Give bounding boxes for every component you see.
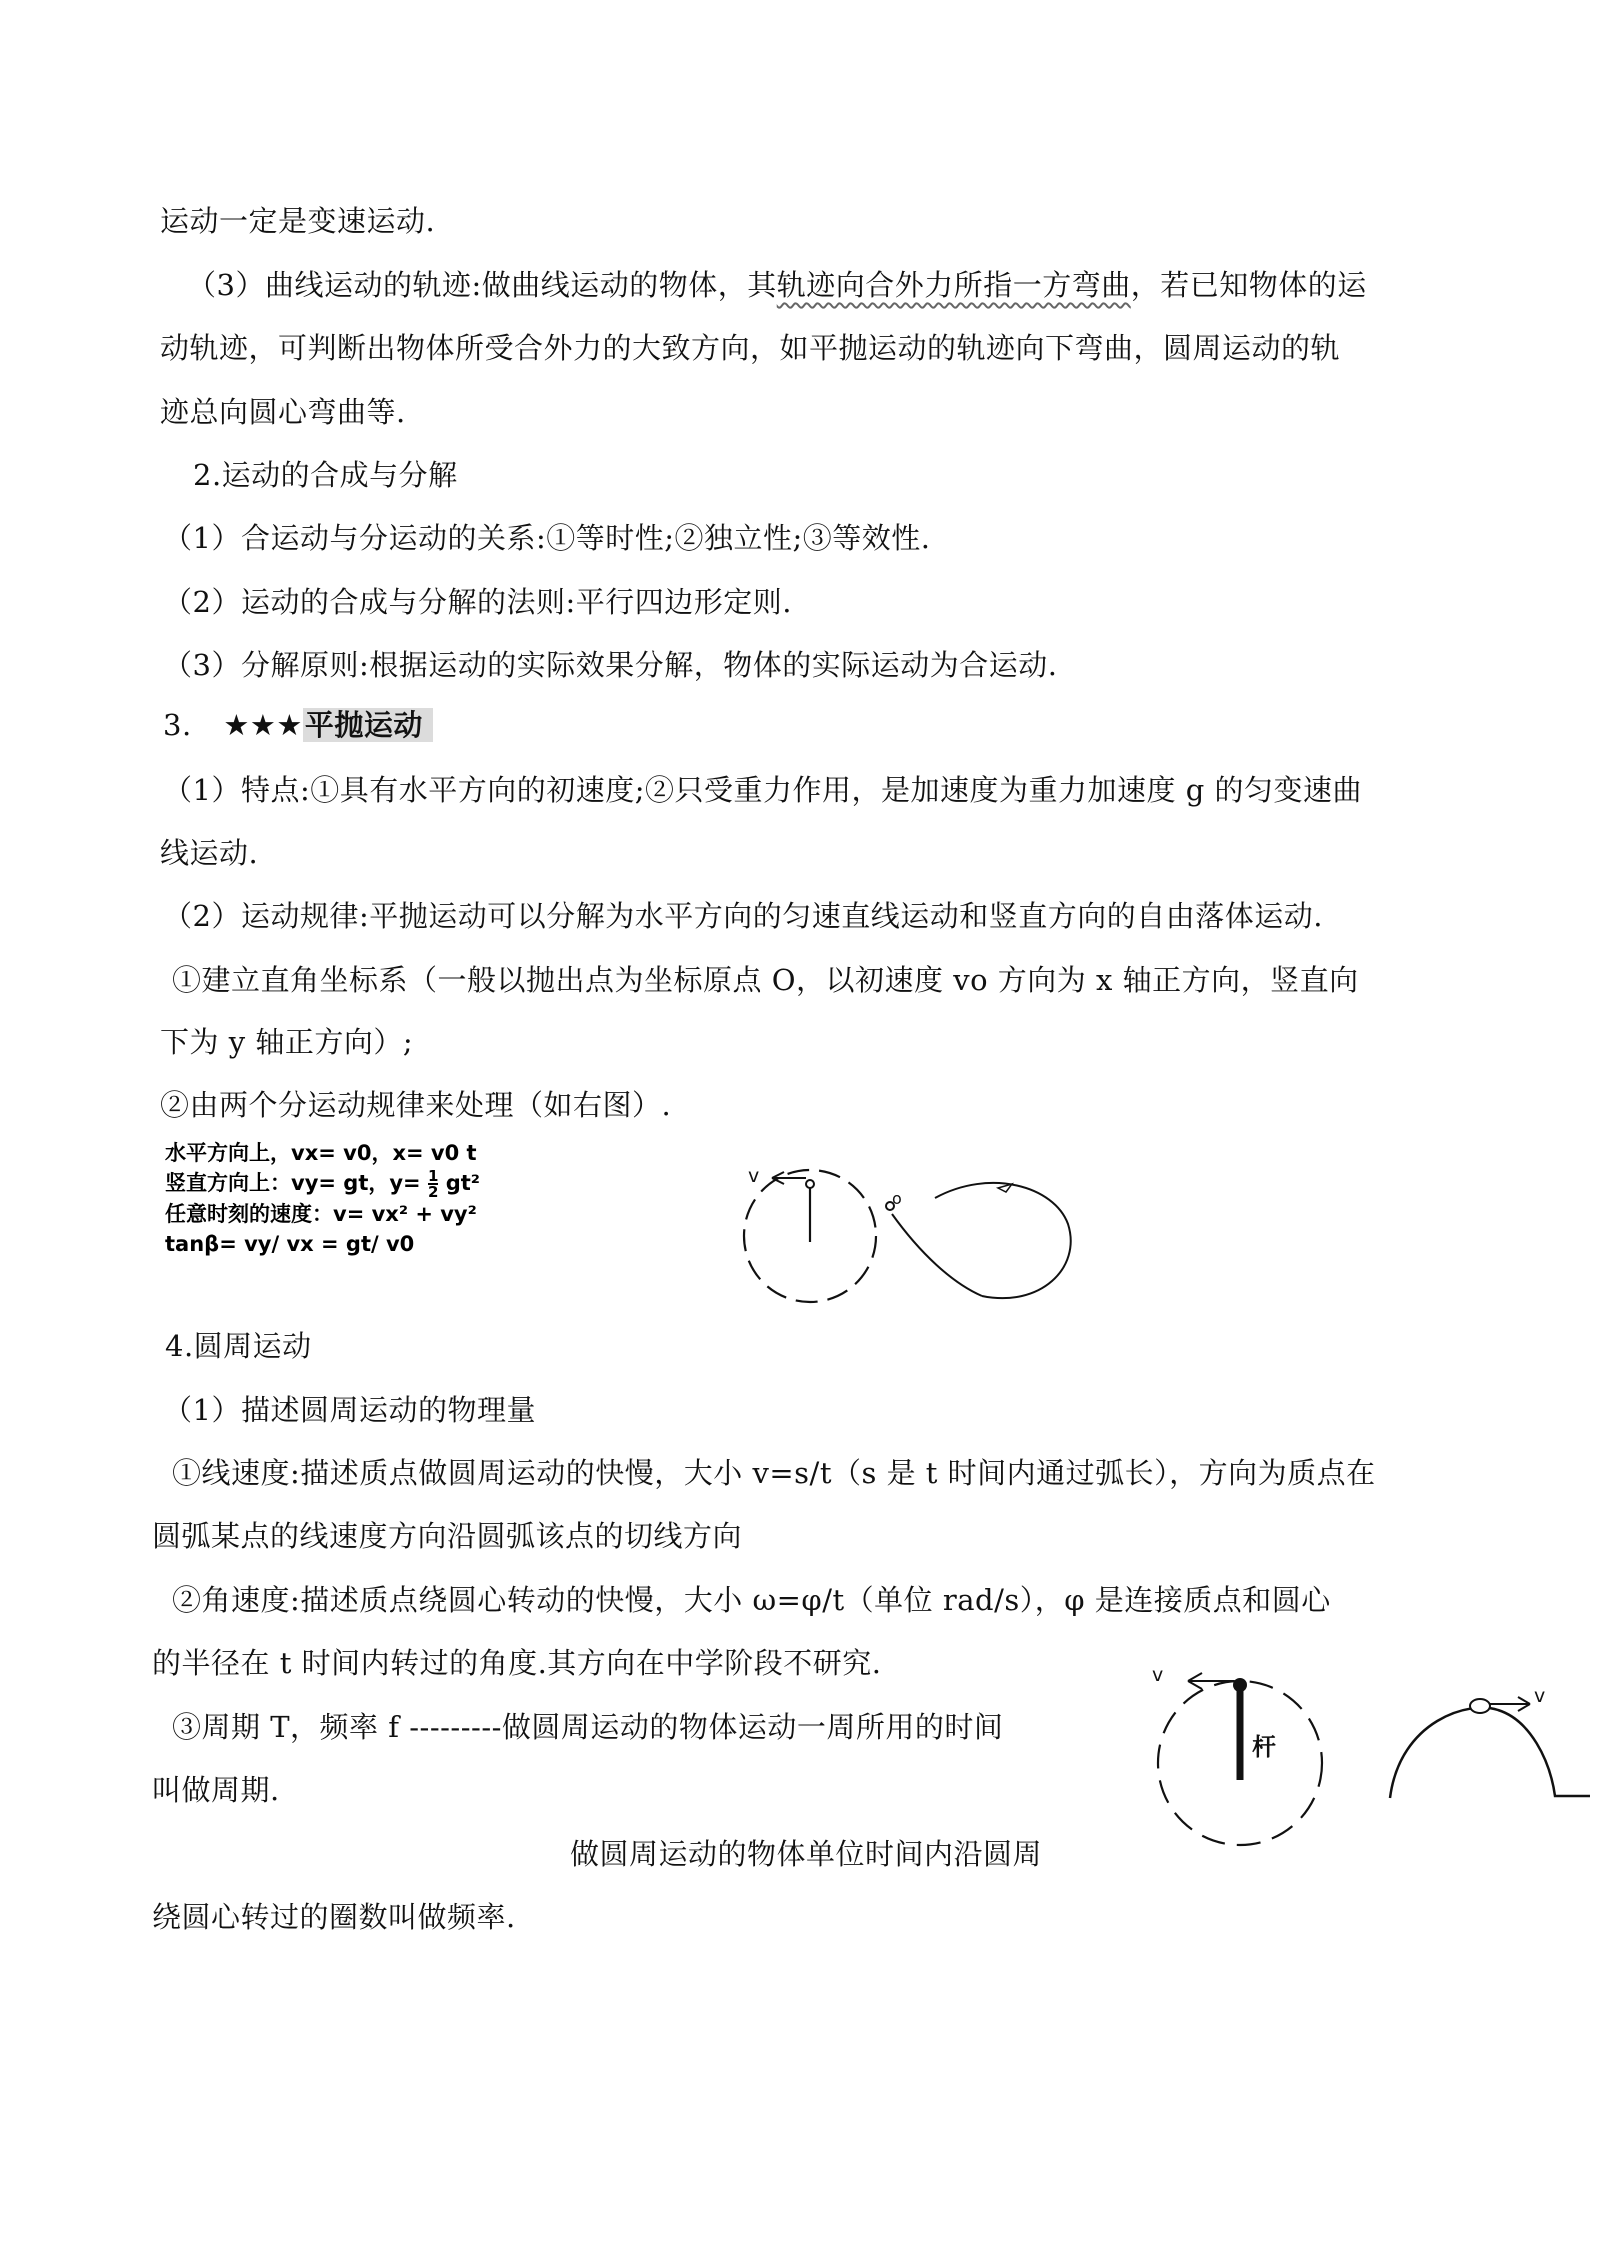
formula-text: gt² <box>438 1171 480 1195</box>
section-number: 3. <box>163 708 192 742</box>
text-line: 的半径在 t 时间内转过的角度.其方向在中学阶段不研究. <box>152 1646 882 1680</box>
formula-horizontal: 水平方向上，vx= v0，x= v0 t <box>165 1141 477 1165</box>
text-line: 圆弧某点的线速度方向沿圆弧该点的切线方向 <box>152 1519 743 1553</box>
text-line: 迹总向圆心弯曲等. <box>160 395 406 429</box>
formula-vertical <box>165 1168 595 1199</box>
text-line <box>187 265 1367 305</box>
text-line: 绕圆心转过的圈数叫做频率. <box>152 1900 516 1934</box>
text-span: （3）曲线运动的轨迹:做曲线运动的物体，其 <box>187 268 777 302</box>
section-heading <box>163 705 433 745</box>
formula-speed: 任意时刻的速度：v= vx² + vy² <box>165 1202 477 1226</box>
text-line: 下为 y 轴正方向）; <box>160 1025 414 1059</box>
text-line: （1）描述圆周运动的物理量 <box>163 1393 536 1427</box>
text-line: ②角速度:描述质点绕圆心转动的快慢，大小 ω=φ/t（单位 rad/s），φ 是连接质点和圆心 <box>172 1583 1331 1617</box>
arch-figure <box>1380 1670 1598 1810</box>
rod-circle-figure <box>1148 1655 1348 1860</box>
text-line: 叫做周期. <box>152 1773 280 1807</box>
section-heading: 2.运动的合成与分解 <box>193 458 458 492</box>
fraction-numerator: 1 <box>427 1167 439 1185</box>
emphasis-wavy: 轨迹向合外力所指一方弯曲 <box>776 268 1131 302</box>
text-span: ，若已知物体的运 <box>1130 268 1367 302</box>
text-line: 做圆周运动的物体单位时间内沿圆周 <box>570 1837 1043 1871</box>
text-line: 线运动. <box>160 836 259 870</box>
section-heading: 4.圆周运动 <box>165 1329 312 1363</box>
fraction <box>428 1169 438 1199</box>
text-line: ②由两个分运动规律来处理（如右图）. <box>160 1088 672 1122</box>
text-line: （2）运动规律:平抛运动可以分解为水平方向的匀速直线运动和竖直方向的自由落体运动. <box>163 899 1323 933</box>
text-line: （1）合运动与分运动的关系:①等时性;②独立性;③等效性. <box>163 521 931 555</box>
highlighted-title: 平抛运动 <box>303 708 433 742</box>
v-label: v <box>1152 1664 1164 1686</box>
star-icon: ★★★ <box>223 708 303 742</box>
text-line: 动轨迹，可判断出物体所受合外力的大致方向，如平抛运动的轨迹向下弯曲，圆周运动的轨 <box>160 331 1341 365</box>
v-label: v <box>1534 1685 1546 1707</box>
text-line: ①线速度:描述质点做圆周运动的快慢，大小 v=s/t（s 是 t 时间内通过弧长），方向为质点在 <box>172 1456 1376 1490</box>
text-line: （1）特点:①具有水平方向的初速度;②只受重力作用，是加速度为重力加速度 g 的匀变速曲 <box>163 773 1362 807</box>
projectile-circle-figure <box>720 1158 1090 1308</box>
o-label: o <box>892 1189 902 1208</box>
formula-tan: tanβ= vy/ vx = gt/ v0 <box>165 1232 415 1256</box>
fraction-denominator: 2 <box>427 1183 439 1201</box>
v-label: v <box>748 1165 760 1187</box>
text-line: 运动一定是变速运动. <box>160 204 436 238</box>
text-line: ①建立直角坐标系（一般以抛出点为坐标原点 O，以初速度 vo 方向为 x 轴正方向，竖直向 <box>172 963 1359 997</box>
rod-label: 杆 <box>1252 1733 1276 1761</box>
formula-text: 竖直方向上：vy= gt，y= <box>165 1171 428 1195</box>
formula-block <box>165 1138 595 1259</box>
text-line: （2）运动的合成与分解的法则:平行四边形定则. <box>163 585 792 619</box>
text-line: （3）分解原则:根据运动的实际效果分解，物体的实际运动为合运动. <box>163 648 1058 682</box>
text-line: ③周期 T，频率 f ---------做圆周运动的物体运动一周所用的时间 <box>172 1710 1004 1744</box>
